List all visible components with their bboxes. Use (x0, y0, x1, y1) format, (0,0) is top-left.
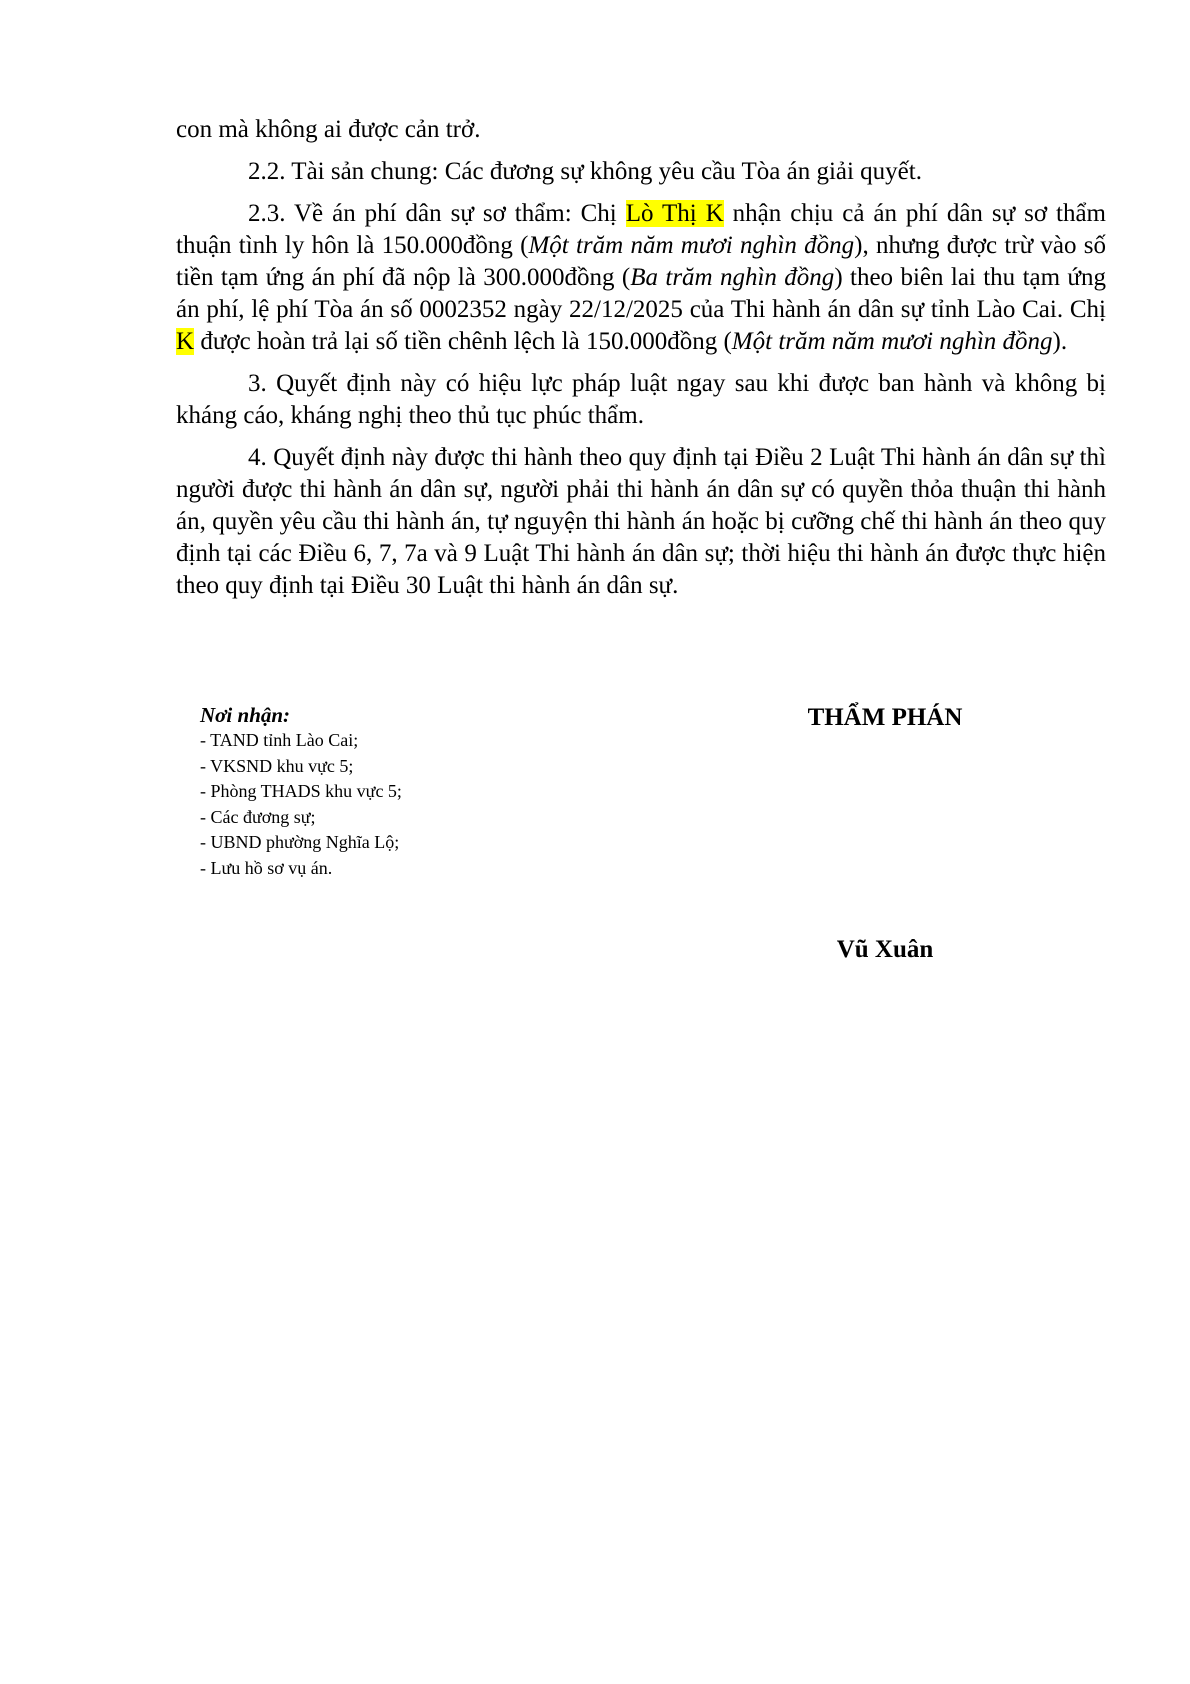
recipients-title: Nơi nhận: (200, 703, 291, 727)
signer-name: Vũ Xuân (836, 936, 934, 963)
p3-text-2: nhận chịu cả án phí dân sự sơ thẩm thuận tình ly hôn là 150.000đồng ( (176, 200, 1106, 259)
p3-text-5: được hoàn trả lại số tiền chênh lệch là 150.000đồng ( (194, 328, 732, 355)
highlighted-party-name: Lò Thị K (625, 200, 724, 227)
paragraph-4-enforcement: 4. Quyết định này được thi hành theo quy định tại Điều 2 Luật Thi hành án dân sự thì người được thi hành án dân sự, người phải thi hành án dân sự có quyền thỏa thuận thi hành án, quyền yêu cầu thi hành án, tự nguyện thi hành án hoặc bị cưỡng chế thi hành án theo quy định tại các Điều 6, 7, 7a và 9 Luật Thi hành án dân sự; thời hiệu thi hành án được thực hiện theo quy định tại Điều 30 Luật thi hành án dân sự. (176, 444, 1106, 599)
paragraph-2-2-common-property: 2.2. Tài sản chung: Các đương sự không yêu cầu Tòa án giải quyết. (248, 158, 922, 185)
p3-amount-words-1: Một trăm năm mươi nghìn đồng (528, 232, 855, 259)
paragraph-3-effect: 3. Quyết định này có hiệu lực pháp luật ngay sau khi được ban hành và không bị kháng cáo, kháng nghị theo thủ tục phúc thẩm. (176, 370, 1106, 429)
p3-text-3: ), nhưng được trừ vào số tiền tạm ứng án phí đã nộp là 300.000đồng ( (176, 232, 1107, 291)
recipient-item: - VKSND khu vực 5; (200, 755, 354, 776)
p3-text-6: ). (1052, 328, 1068, 355)
decision-body (176, 114, 1106, 602)
p3-text-4: ) theo biên lai thu tạm ứng án phí, lệ phí Tòa án số 0002352 ngày 22/12/2025 của Thi hành án dân sự tỉnh Lào Cai. Chị (176, 264, 1106, 323)
recipient-item: - Các đương sự; (200, 806, 316, 827)
p3-amount-words-3: Một trăm năm mươi nghìn đồng (731, 328, 1053, 355)
paragraph-2-3-court-fee (176, 198, 1106, 358)
recipients-block (200, 702, 560, 882)
recipients-list (200, 728, 560, 882)
highlighted-party-short-name: K (176, 328, 195, 355)
recipient-item: - TAND tỉnh Lào Cai; (200, 730, 359, 750)
paragraph-continuation: con mà không ai được cản trở. (176, 116, 481, 143)
recipient-item: - Phòng THADS khu vực 5; (200, 781, 402, 802)
p3-amount-words-2: Ba trăm nghìn đồng (630, 264, 835, 291)
recipient-item: - Lưu hồ sơ vụ án. (200, 857, 333, 878)
recipient-item: - UBND phường Nghĩa Lộ; (200, 832, 400, 853)
p3-text-1: 2.3. Về án phí dân sự sơ thẩm: Chị (248, 200, 626, 227)
signer-title: THẨM PHÁN (807, 704, 963, 731)
